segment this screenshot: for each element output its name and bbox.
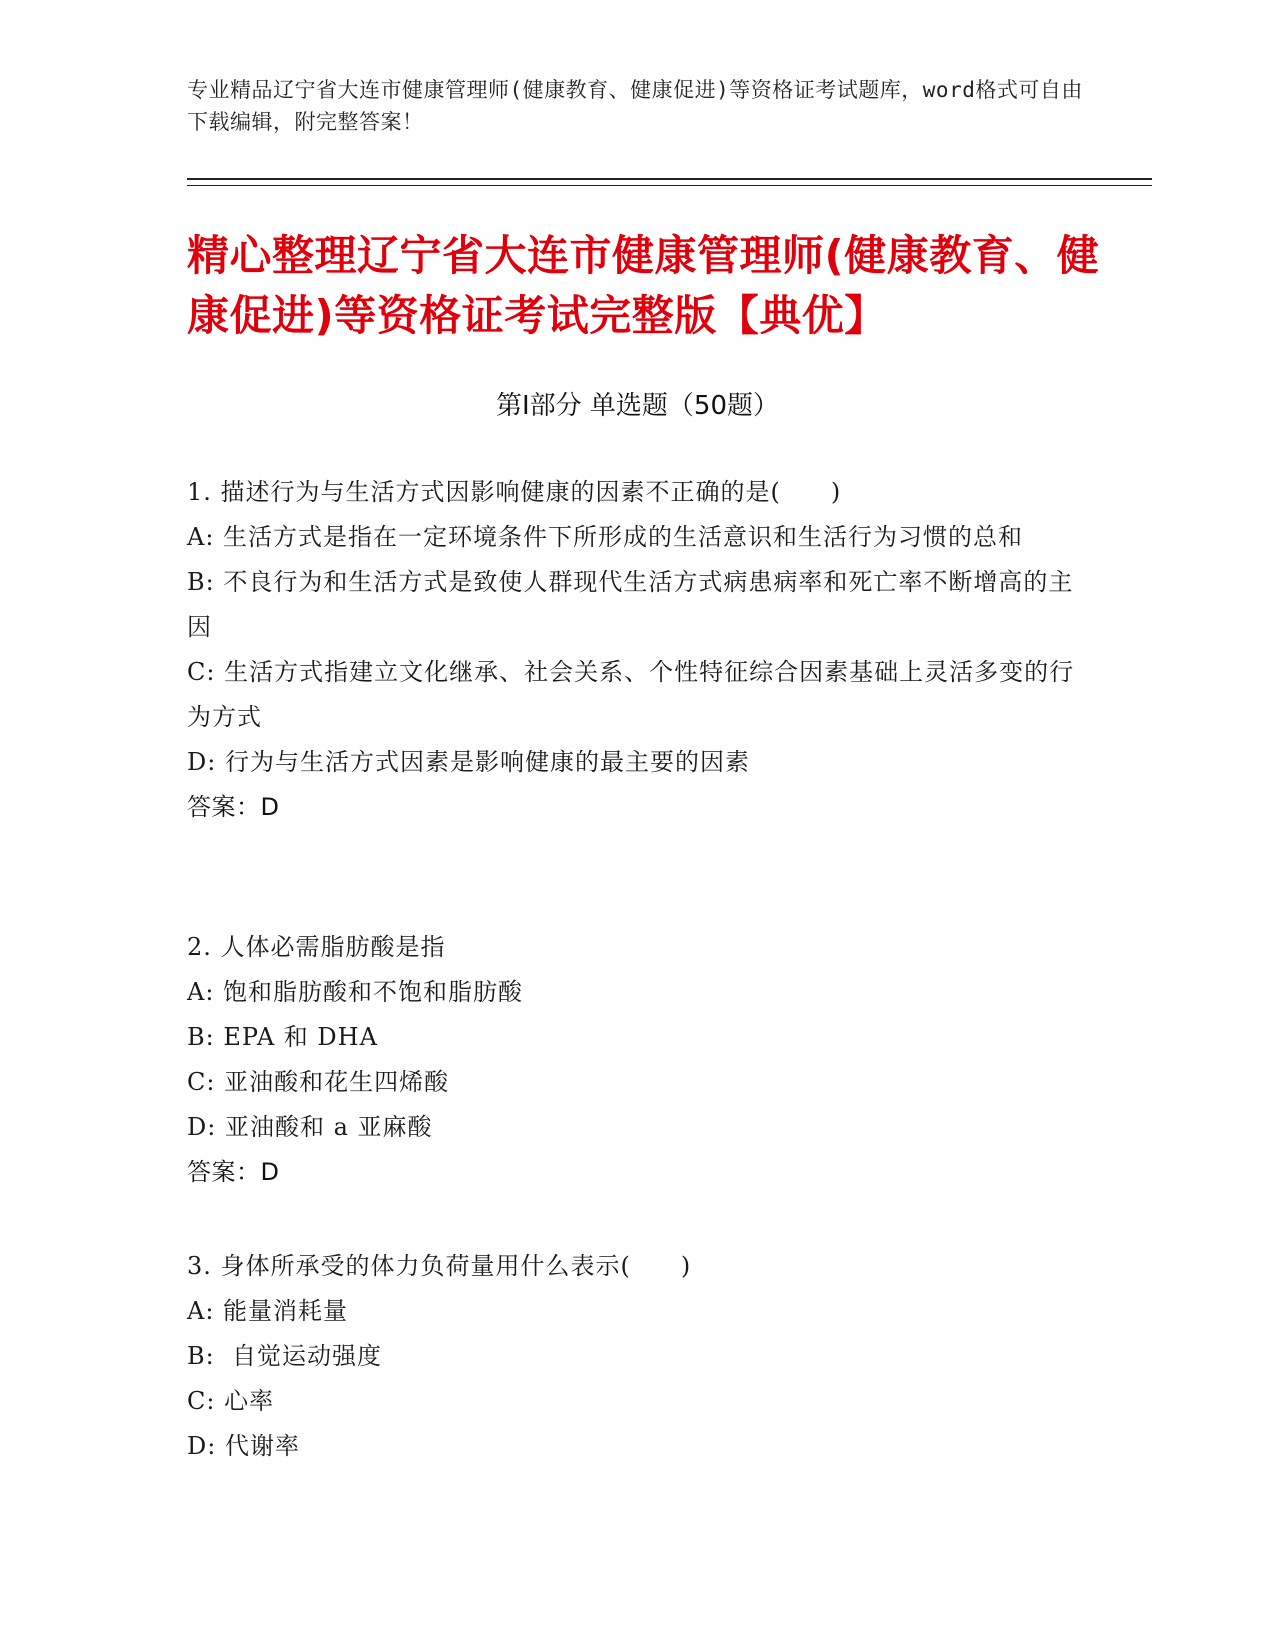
question-stem: 1. 描述行为与生活方式因影响健康的因素不正确的是( ) <box>187 478 842 506</box>
question-item <box>187 925 1087 1195</box>
question-option: C: 亚油酸和花生四烯酸 <box>187 1068 450 1096</box>
document-title: 精心整理辽宁省大连市健康管理师(健康教育、健康促进)等资格证考试完整版【典优】 <box>187 231 1100 340</box>
question-option: A: 饱和脂肪酸和不饱和脂肪酸 <box>187 978 524 1006</box>
question-option: D: 行为与生活方式因素是影响健康的最主要的因素 <box>187 748 750 776</box>
header-divider-thin <box>187 185 1152 186</box>
question-stem: 2. 人体必需脂肪酸是指 <box>187 933 446 961</box>
question-stem: 3. 身体所承受的体力负荷量用什么表示( ) <box>187 1252 692 1280</box>
question-option: B: EPA 和 DHA <box>187 1023 378 1051</box>
question-item <box>187 1244 1087 1469</box>
header-note: 专业精品辽宁省大连市健康管理师(健康教育、健康促进)等资格证考试题库，word格式可自由下载编辑，附完整答案！ <box>187 78 1083 134</box>
question-option: C: 生活方式指建立文化继承、社会关系、个性特征综合因素基础上灵活多变的行为方式 <box>187 658 1075 731</box>
question-answer: 答案：D <box>187 1158 280 1186</box>
question-option: A: 能量消耗量 <box>187 1297 349 1325</box>
question-option: D: 亚油酸和 a 亚麻酸 <box>187 1113 433 1141</box>
question-item <box>187 470 1087 830</box>
question-option: C: 心率 <box>187 1387 275 1415</box>
question-option: A: 生活方式是指在一定环境条件下所形成的生活意识和生活行为习惯的总和 <box>187 523 1024 551</box>
question-option: B: 自觉运动强度 <box>187 1342 382 1370</box>
question-option: D: 代谢率 <box>187 1432 300 1460</box>
question-option: B: 不良行为和生活方式是致使人群现代生活方式病患病率和死亡率不断增高的主因 <box>187 568 1074 641</box>
section-title: 第Ⅰ部分 单选题（50题） <box>495 391 780 421</box>
header-divider-thick <box>187 178 1152 180</box>
question-answer: 答案：D <box>187 793 280 821</box>
